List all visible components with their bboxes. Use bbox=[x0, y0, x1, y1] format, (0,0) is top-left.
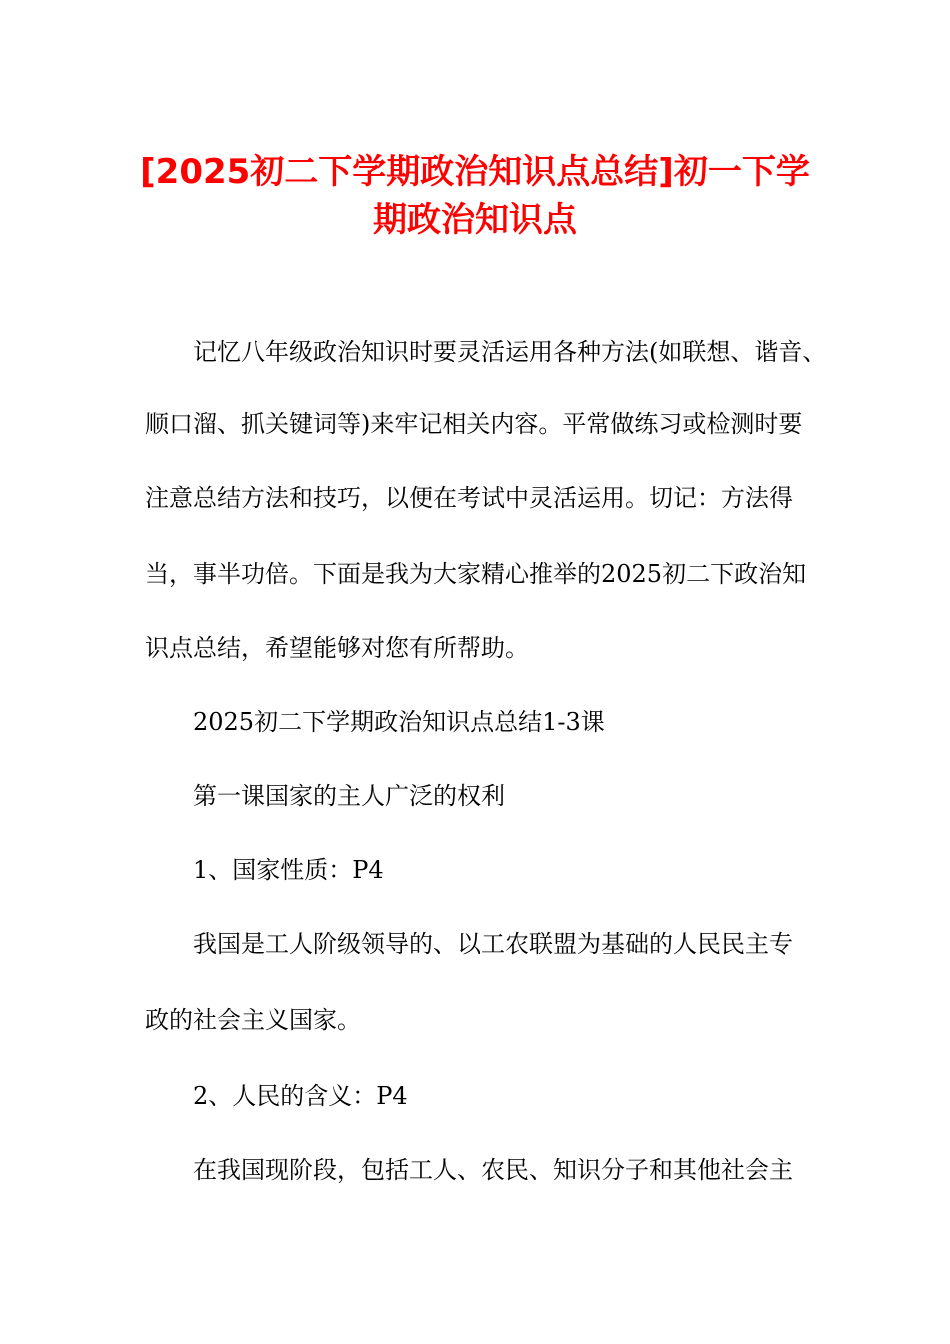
intro-paragraph-line-2: 顺口溜、抓关键词等)来牢记相关内容。平常做练习或检测时要 bbox=[145, 410, 803, 438]
document-title-line-2: 期政治知识点 bbox=[373, 200, 577, 240]
intro-paragraph-line-1: 记忆八年级政治知识时要灵活运用各种方法(如联想、谐音、 bbox=[193, 338, 827, 366]
point-1-text-line-2: 政的社会主义国家。 bbox=[145, 1006, 361, 1034]
point-1-heading: 1、国家性质：P4 bbox=[193, 856, 384, 884]
intro-paragraph-line-4: 当，事半功倍。下面是我为大家精心推举的2025初二下政治知 bbox=[145, 560, 807, 588]
point-2-heading: 2、人民的含义：P4 bbox=[193, 1082, 408, 1110]
intro-paragraph-line-5: 识点总结，希望能够对您有所帮助。 bbox=[145, 634, 529, 662]
document-title-line-1: [2025初二下学期政治知识点总结]初一下学 bbox=[140, 152, 810, 192]
section-heading: 2025初二下学期政治知识点总结1-3课 bbox=[193, 708, 605, 736]
point-1-text-line-1: 我国是工人阶级领导的、以工农联盟为基础的人民民主专 bbox=[193, 930, 793, 958]
point-2-text-line-1: 在我国现阶段，包括工人、农民、知识分子和其他社会主 bbox=[193, 1156, 793, 1184]
lesson-heading: 第一课国家的主人广泛的权利 bbox=[193, 782, 505, 810]
intro-paragraph-line-3: 注意总结方法和技巧，以便在考试中灵活运用。切记：方法得 bbox=[145, 484, 793, 512]
